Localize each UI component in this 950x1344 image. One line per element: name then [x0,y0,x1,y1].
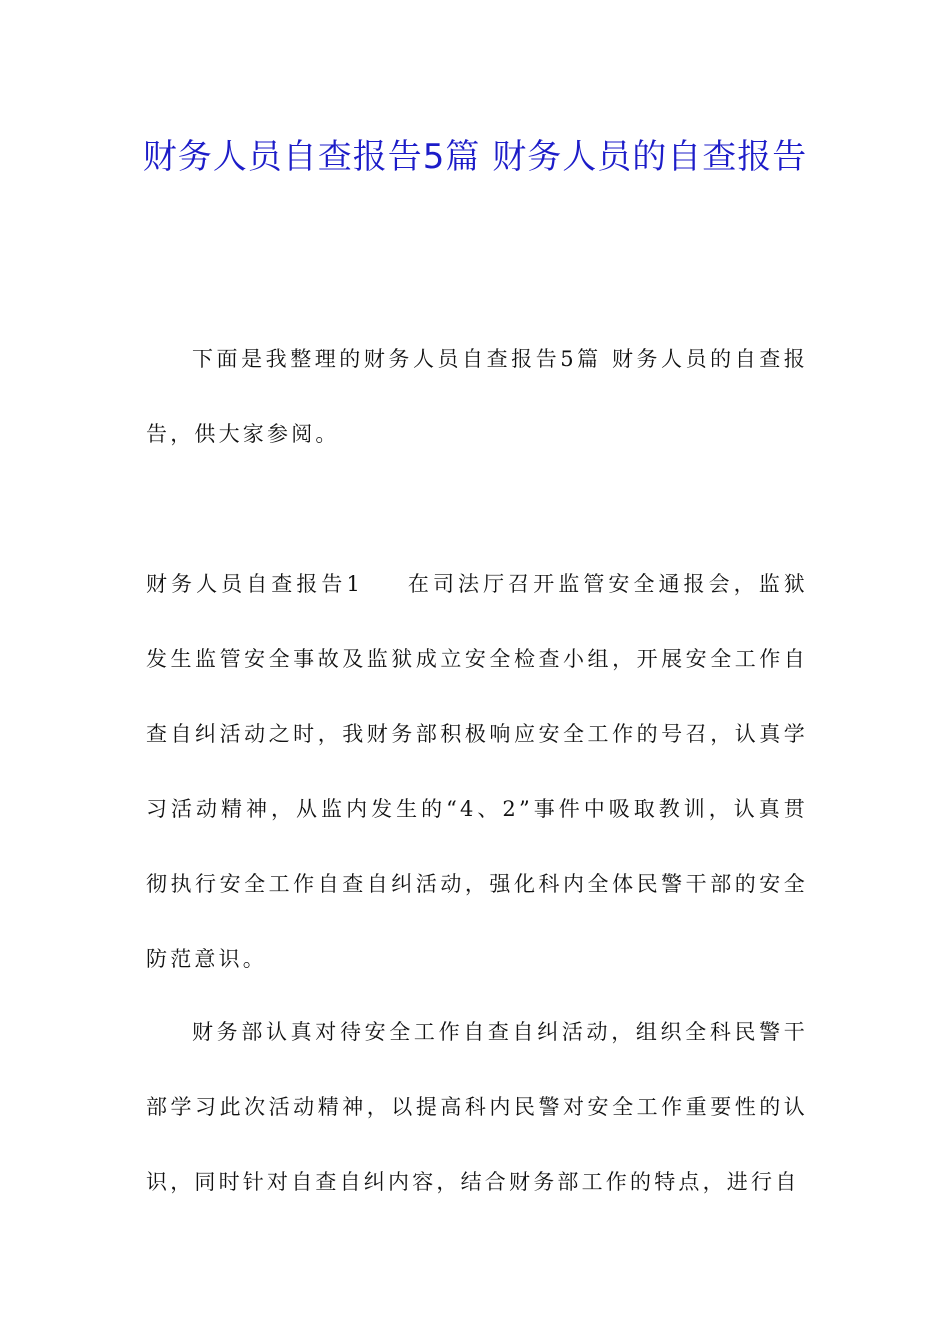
section-1-heading: 财务人员自查报告1 [146,572,364,596]
paragraph-2: 财务部认真对待安全工作自查自纠活动，组织全科民警干部学习此次活动精神，以提高科内民警对安全工作重要性的认识，同时针对自查自纠内容，结合财务部工作的特点，进行自 [146,1020,808,1194]
section-1-paragraph [146,547,808,997]
document-title: 财务人员自查报告5篇 财务人员的自查报告 [142,137,808,177]
intro-paragraph: 下面是我整理的财务人员自查报告5篇 财务人员的自查报告，供大家参阅。 [146,347,808,446]
section-1-text: 在司法厅召开监管安全通报会，监狱发生监管安全事故及监狱成立安全检查小组，开展安全工作自查自纠活动之时，我财务部积极响应安全工作的号召，认真学习活动精神，从监内发生的“4、2”事件中吸取教训，认真贯彻执行安全工作自查自纠活动，强化科内全体民警干部的安全防范意识。 [146,572,808,971]
